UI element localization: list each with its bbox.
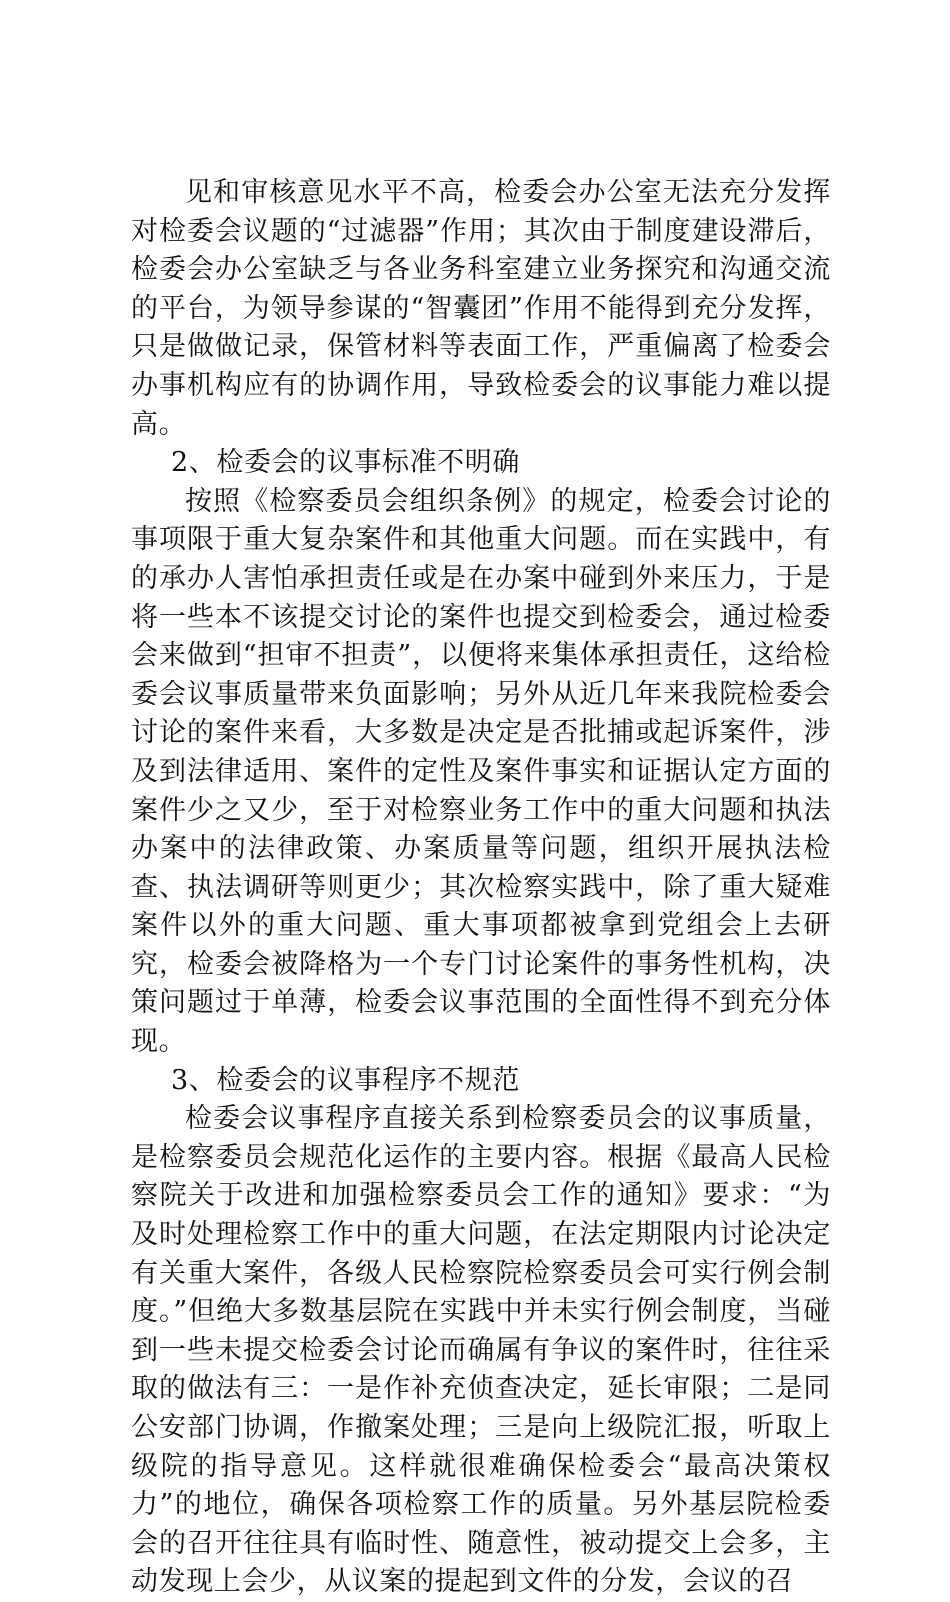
paragraph-1: 见和审核意见水平不高，检委会办公室无法充分发挥对检委会议题的“过滤器”作用；其次由于制度建设滞后，检委会办公室缺乏与各业务科室建立业务探究和沟通交流的平台，为领导参谋的“智囊团”作用不能得到充分发挥，只是做做记录，保管材料等表面工作，严重偏离了检委会办事机构应有的协调作用，导致检委会的议事能力难以提高。 [131, 177, 831, 440]
paragraph-2: 按照《检察委员会组织条例》的规定，检委会讨论的事项限于重大复杂案件和其他重大问题。而在实践中，有的承办人害怕承担责任或是在办案中碰到外来压力，于是将一些本不该提交讨论的案件也提交到检委会，通过检委会来做到“担审不担责”，以便将来集体承担责任，这给检委会议事质量带来负面影响；另外从近几年来我院检委会讨论的案件来看，大多数是决定是否批捕或起诉案件，涉及到法律适用、案件的定性及案件事实和证据认定方面的案件少之又少，至于对检察业务工作中的重大问题和执法办案中的法律政策、办案质量等问题，组织开展执法检查、执法调研等则更少；其次检察实践中，除了重大疑难案件以外的重大问题、重大事项都被拿到党组会上去研究，检委会被降格为一个专门讨论案件的事务性机构，决策问题过于单薄，检委会议事范围的全面性得不到充分体现。 [131, 485, 831, 1058]
section-heading-3: 3、检委会的议事程序不规范 [171, 1064, 520, 1096]
section-heading-2: 2、检委会的议事标准不明确 [171, 447, 520, 479]
paragraph-3: 检委会议事程序直接关系到检察委员会的议事质量，是检察委员会规范化运作的主要内容。根据《最高人民检察院关于改进和加强检察委员会工作的通知》要求：“为及时处理检察工作中的重大问题，在法定期限内讨论决定有关重大案件，各级人民检察院检察委员会可实行例会制度。”但绝大多数基层院在实践中并未实行例会制度，当碰到一些未提交检委会讨论而确属有争议的案件时，往往采取的做法有三：一是作补充侦查决定，延长审限；二是同公安部门协调，作撤案处理；三是向上级院汇报，听取上级院的指导意见。这样就很难确保检委会“最高决策权力”的地位，确保各项检察工作的质量。另外基层院检委会的召开往往具有临时性、随意性，被动提交上会多，主动发现上会少，从议案的提起到文件的分发，会议的召 [131, 1103, 831, 1598]
document-body [131, 174, 831, 1602]
